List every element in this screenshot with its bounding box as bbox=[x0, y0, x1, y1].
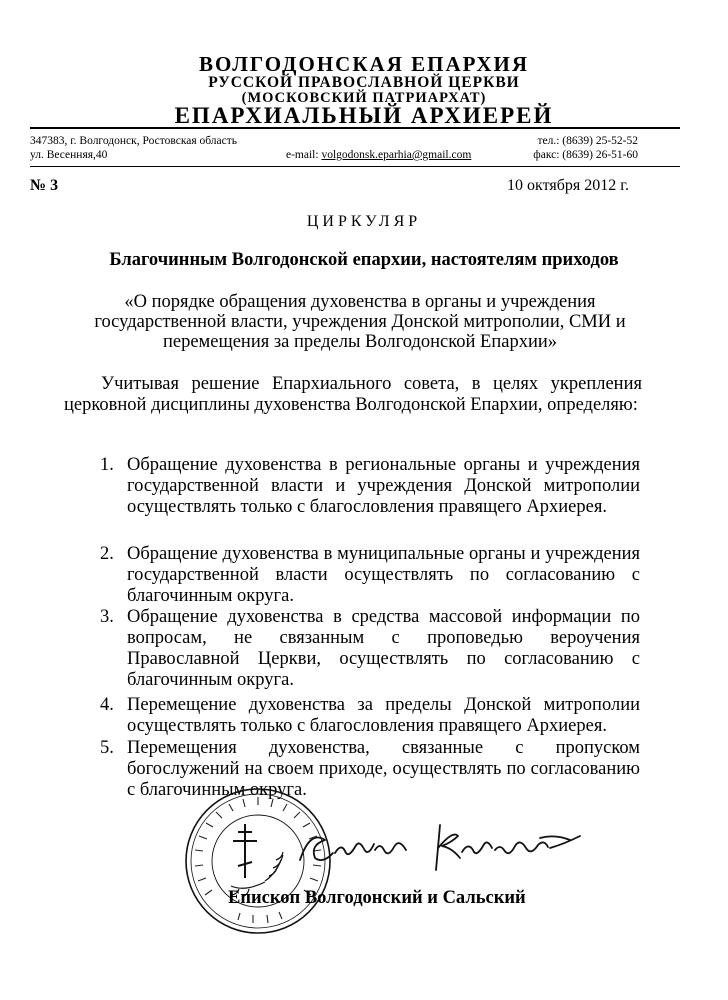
patriarchate-name: (МОСКОВСКИЙ ПАТРИАРХАТ) bbox=[241, 90, 487, 106]
list-item bbox=[100, 455, 640, 544]
item-text: Обращение духовенства в муниципальные органы и учреждения государственной власти осуществлять по согласованию с благочинным округа. bbox=[127, 544, 640, 606]
email-contact bbox=[286, 148, 471, 162]
email-label: e-mail: bbox=[286, 149, 322, 161]
item-number: 2. bbox=[100, 544, 114, 564]
address-line-2: ул. Весенняя,40 bbox=[30, 149, 108, 161]
document-date: 10 октября 2012 г. bbox=[507, 177, 629, 194]
item-number: 1. bbox=[100, 455, 114, 475]
diocese-name: ВОЛГОДОНСКАЯ ЕПАРХИЯ bbox=[198, 52, 530, 76]
header-divider bbox=[30, 127, 680, 129]
contacts-divider bbox=[30, 166, 680, 167]
phone-contacts bbox=[525, 134, 638, 162]
item-number: 5. bbox=[100, 738, 114, 758]
item-number: 3. bbox=[100, 607, 114, 627]
list-item bbox=[100, 544, 640, 607]
addressee: Благочинным Волгодонской епархии, настоятелям приходов bbox=[109, 250, 619, 270]
email-link[interactable]: volgodonsk.eparhia@gmail.com bbox=[321, 149, 472, 161]
intro-paragraph: Учитывая решение Епархиального совета, в целях укрепления церковной дисциплины духовенства Волгодонской Епархии, определяю: bbox=[64, 374, 642, 415]
bishop-title: ЕПАРХИАЛЬНЫЙ АРХИЕРЕЙ bbox=[174, 103, 554, 128]
document-subject: «О порядке обращения духовенства в органы и учреждения государственной власти, учреждения Донской митрополии, СМИ и перемещения за пределы Волгодонской Епархии» bbox=[94, 292, 626, 352]
item-text: Перемещение духовенства за пределы Донской митрополии осуществлять только с благословления правящего Архиерея. bbox=[127, 695, 640, 736]
fax-number: факс: (8639) 26-51-60 bbox=[533, 149, 638, 161]
postal-address bbox=[30, 134, 237, 162]
item-text: Обращение духовенства в региональные органы и учреждения государственной власти и учреждения Донской митрополии осуществлять только с благословления правящего Архиерея. bbox=[127, 455, 640, 517]
address-line-1: 347383, г. Волгодонск, Ростовская область bbox=[30, 135, 238, 147]
phone-number: тел.: (8639) 25-52-52 bbox=[537, 135, 638, 147]
directive-list bbox=[100, 455, 640, 801]
list-item bbox=[100, 695, 640, 738]
list-item bbox=[100, 607, 640, 695]
bishop-signature bbox=[290, 820, 590, 875]
item-number: 4. bbox=[100, 695, 114, 715]
item-text: Перемещения духовенства, связанные с пропуском богослужений на своем приходе, осуществлять по согласованию с благочинным округа. bbox=[127, 738, 640, 800]
list-item bbox=[100, 738, 640, 801]
document-number: № 3 bbox=[30, 177, 59, 194]
document-title: ЦИРКУЛЯР bbox=[306, 213, 422, 230]
signatory-title: Епископ Волгодонский и Сальский bbox=[228, 888, 526, 908]
item-text: Обращение духовенства в средства массовой информации по вопросам, не связанным с проповедью вероучения Православной Церкви, осуществлять по согласованию с благочинным округа. bbox=[127, 607, 640, 690]
church-name: РУССКОЙ ПРАВОСЛАВНОЙ ЦЕРКВИ bbox=[208, 74, 520, 91]
